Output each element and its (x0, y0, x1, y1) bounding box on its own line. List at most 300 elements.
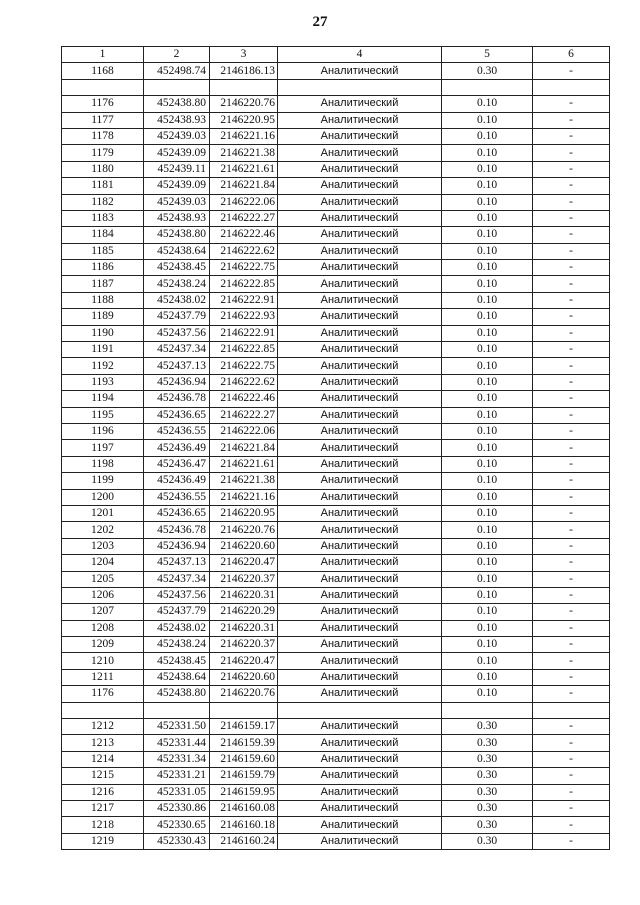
y-coordinate-cell: 2146186.13 (210, 63, 278, 79)
accuracy-cell: 0.30 (442, 768, 533, 784)
x-coordinate-cell: 452436.49 (144, 440, 210, 456)
table-row (62, 96, 610, 112)
table-row (62, 260, 610, 276)
table-row (62, 456, 610, 472)
note-cell: - (533, 178, 610, 194)
x-coordinate-cell: 452498.74 (144, 63, 210, 79)
x-coordinate-cell: 452437.79 (144, 309, 210, 325)
point-number-cell: 1214 (62, 751, 144, 767)
x-coordinate-cell: 452438.24 (144, 637, 210, 653)
accuracy-cell: 0.30 (442, 751, 533, 767)
table-row (62, 309, 610, 325)
accuracy-cell: 0.10 (442, 423, 533, 439)
accuracy-cell: 0.10 (442, 391, 533, 407)
x-coordinate-cell: 452438.02 (144, 620, 210, 636)
y-coordinate-cell: 2146159.17 (210, 719, 278, 735)
accuracy-cell: 0.10 (442, 522, 533, 538)
table-row (62, 178, 610, 194)
point-number-cell: 1205 (62, 571, 144, 587)
note-cell: - (533, 145, 610, 161)
table-row (62, 407, 610, 423)
table-row (62, 735, 610, 751)
method-cell: Аналитический (278, 489, 442, 505)
accuracy-cell: 0.10 (442, 456, 533, 472)
table-body (62, 63, 610, 850)
method-cell: Аналитический (278, 309, 442, 325)
x-coordinate-cell: 452437.34 (144, 342, 210, 358)
column-header: 2 (144, 47, 210, 63)
y-coordinate-cell: 2146221.38 (210, 145, 278, 161)
note-cell: - (533, 735, 610, 751)
note-cell: - (533, 669, 610, 685)
x-coordinate-cell: 452437.79 (144, 604, 210, 620)
point-number-cell: 1176 (62, 686, 144, 702)
accuracy-cell: 0.10 (442, 686, 533, 702)
x-coordinate-cell: 452438.93 (144, 112, 210, 128)
note-cell: - (533, 63, 610, 79)
y-coordinate-cell: 2146221.16 (210, 128, 278, 144)
accuracy-cell: 0.10 (442, 243, 533, 259)
note-cell: - (533, 309, 610, 325)
note-cell: - (533, 637, 610, 653)
note-cell: - (533, 276, 610, 292)
note-cell: - (533, 128, 610, 144)
point-number-cell: 1186 (62, 260, 144, 276)
table-row (62, 489, 610, 505)
point-number-cell (62, 702, 144, 718)
point-number-cell: 1202 (62, 522, 144, 538)
table-row (62, 686, 610, 702)
accuracy-cell: 0.10 (442, 571, 533, 587)
y-coordinate-cell: 2146221.61 (210, 161, 278, 177)
accuracy-cell: 0.10 (442, 292, 533, 308)
point-number-cell (62, 79, 144, 95)
point-number-cell: 1191 (62, 342, 144, 358)
point-number-cell: 1177 (62, 112, 144, 128)
table-row (62, 243, 610, 259)
method-cell: Аналитический (278, 423, 442, 439)
table-row (62, 128, 610, 144)
point-number-cell: 1215 (62, 768, 144, 784)
method-cell: Аналитический (278, 325, 442, 341)
x-coordinate-cell (144, 79, 210, 95)
coordinates-table (61, 46, 610, 850)
method-cell: Аналитический (278, 178, 442, 194)
point-number-cell: 1198 (62, 456, 144, 472)
x-coordinate-cell: 452436.47 (144, 456, 210, 472)
x-coordinate-cell: 452331.34 (144, 751, 210, 767)
accuracy-cell (442, 702, 533, 718)
table-row (62, 227, 610, 243)
note-cell: - (533, 653, 610, 669)
accuracy-cell: 0.30 (442, 719, 533, 735)
x-coordinate-cell: 452438.93 (144, 210, 210, 226)
method-cell: Аналитический (278, 522, 442, 538)
note-cell: - (533, 751, 610, 767)
table-row (62, 768, 610, 784)
note-cell: - (533, 817, 610, 833)
accuracy-cell: 0.30 (442, 784, 533, 800)
method-cell: Аналитический (278, 440, 442, 456)
point-number-cell: 1212 (62, 719, 144, 735)
x-coordinate-cell: 452438.64 (144, 243, 210, 259)
table-row (62, 194, 610, 210)
table-row (62, 342, 610, 358)
accuracy-cell: 0.10 (442, 555, 533, 571)
accuracy-cell: 0.10 (442, 325, 533, 341)
point-number-cell: 1217 (62, 800, 144, 816)
y-coordinate-cell: 2146220.60 (210, 669, 278, 685)
point-number-cell: 1207 (62, 604, 144, 620)
note-cell (533, 702, 610, 718)
accuracy-cell: 0.30 (442, 833, 533, 849)
x-coordinate-cell: 452331.21 (144, 768, 210, 784)
x-coordinate-cell: 452436.49 (144, 473, 210, 489)
method-cell: Аналитический (278, 817, 442, 833)
accuracy-cell: 0.10 (442, 653, 533, 669)
method-cell: Аналитический (278, 604, 442, 620)
point-number-cell: 1210 (62, 653, 144, 669)
column-header: 3 (210, 47, 278, 63)
y-coordinate-cell: 2146220.95 (210, 505, 278, 521)
accuracy-cell: 0.10 (442, 128, 533, 144)
y-coordinate-cell: 2146220.37 (210, 571, 278, 587)
x-coordinate-cell: 452436.65 (144, 407, 210, 423)
point-number-cell: 1208 (62, 620, 144, 636)
table-row (62, 391, 610, 407)
table-row (62, 374, 610, 390)
point-number-cell: 1185 (62, 243, 144, 259)
method-cell: Аналитический (278, 473, 442, 489)
x-coordinate-cell: 452438.45 (144, 653, 210, 669)
note-cell: - (533, 358, 610, 374)
table-row (62, 112, 610, 128)
method-cell: Аналитический (278, 260, 442, 276)
x-coordinate-cell: 452438.02 (144, 292, 210, 308)
note-cell: - (533, 489, 610, 505)
note-cell: - (533, 161, 610, 177)
note-cell: - (533, 227, 610, 243)
y-coordinate-cell: 2146220.47 (210, 555, 278, 571)
accuracy-cell: 0.10 (442, 210, 533, 226)
note-cell: - (533, 784, 610, 800)
table-row (62, 653, 610, 669)
x-coordinate-cell: 452330.86 (144, 800, 210, 816)
y-coordinate-cell: 2146221.38 (210, 473, 278, 489)
x-coordinate-cell: 452436.55 (144, 423, 210, 439)
x-coordinate-cell: 452438.24 (144, 276, 210, 292)
x-coordinate-cell: 452439.11 (144, 161, 210, 177)
note-cell: - (533, 96, 610, 112)
accuracy-cell: 0.30 (442, 817, 533, 833)
point-number-cell: 1219 (62, 833, 144, 849)
point-number-cell: 1203 (62, 538, 144, 554)
accuracy-cell: 0.10 (442, 161, 533, 177)
point-number-cell: 1184 (62, 227, 144, 243)
table-row (62, 276, 610, 292)
note-cell: - (533, 833, 610, 849)
x-coordinate-cell: 452437.34 (144, 571, 210, 587)
table-row (62, 620, 610, 636)
y-coordinate-cell (210, 79, 278, 95)
accuracy-cell: 0.10 (442, 358, 533, 374)
note-cell: - (533, 800, 610, 816)
point-number-cell: 1193 (62, 374, 144, 390)
method-cell: Аналитический (278, 571, 442, 587)
point-number-cell: 1178 (62, 128, 144, 144)
table-row (62, 145, 610, 161)
note-cell: - (533, 620, 610, 636)
x-coordinate-cell: 452331.50 (144, 719, 210, 735)
method-cell: Аналитический (278, 768, 442, 784)
note-cell: - (533, 423, 610, 439)
table-row (62, 587, 610, 603)
accuracy-cell: 0.10 (442, 309, 533, 325)
y-coordinate-cell: 2146221.16 (210, 489, 278, 505)
table-row (62, 292, 610, 308)
y-coordinate-cell: 2146220.31 (210, 587, 278, 603)
note-cell: - (533, 325, 610, 341)
point-number-cell: 1168 (62, 63, 144, 79)
point-number-cell: 1176 (62, 96, 144, 112)
y-coordinate-cell: 2146222.91 (210, 292, 278, 308)
method-cell: Аналитический (278, 112, 442, 128)
method-cell: Аналитический (278, 800, 442, 816)
accuracy-cell: 0.10 (442, 260, 533, 276)
point-number-cell: 1211 (62, 669, 144, 685)
y-coordinate-cell: 2146160.18 (210, 817, 278, 833)
y-coordinate-cell: 2146220.37 (210, 637, 278, 653)
y-coordinate-cell: 2146159.95 (210, 784, 278, 800)
table-row (62, 751, 610, 767)
y-coordinate-cell: 2146159.79 (210, 768, 278, 784)
note-cell: - (533, 768, 610, 784)
point-number-cell: 1194 (62, 391, 144, 407)
y-coordinate-cell: 2146220.76 (210, 522, 278, 538)
note-cell: - (533, 719, 610, 735)
method-cell: Аналитический (278, 456, 442, 472)
page-number: 27 (312, 14, 328, 30)
accuracy-cell: 0.10 (442, 473, 533, 489)
y-coordinate-cell: 2146222.93 (210, 309, 278, 325)
table-row (62, 522, 610, 538)
x-coordinate-cell: 452436.65 (144, 505, 210, 521)
point-number-cell: 1196 (62, 423, 144, 439)
x-coordinate-cell: 452437.56 (144, 587, 210, 603)
y-coordinate-cell: 2146222.85 (210, 342, 278, 358)
accuracy-cell: 0.10 (442, 407, 533, 423)
y-coordinate-cell: 2146220.60 (210, 538, 278, 554)
table-row (62, 210, 610, 226)
table-row (62, 669, 610, 685)
method-cell: Аналитический (278, 145, 442, 161)
method-cell: Аналитический (278, 342, 442, 358)
x-coordinate-cell: 452331.05 (144, 784, 210, 800)
accuracy-cell: 0.10 (442, 637, 533, 653)
y-coordinate-cell: 2146220.29 (210, 604, 278, 620)
x-coordinate-cell (144, 702, 210, 718)
accuracy-cell: 0.10 (442, 227, 533, 243)
accuracy-cell: 0.10 (442, 489, 533, 505)
accuracy-cell: 0.10 (442, 620, 533, 636)
note-cell: - (533, 604, 610, 620)
method-cell (278, 702, 442, 718)
note-cell: - (533, 686, 610, 702)
y-coordinate-cell: 2146221.84 (210, 178, 278, 194)
point-number-cell: 1218 (62, 817, 144, 833)
method-cell: Аналитический (278, 407, 442, 423)
x-coordinate-cell: 452436.94 (144, 538, 210, 554)
x-coordinate-cell: 452437.56 (144, 325, 210, 341)
y-coordinate-cell: 2146159.60 (210, 751, 278, 767)
y-coordinate-cell: 2146160.08 (210, 800, 278, 816)
method-cell: Аналитический (278, 243, 442, 259)
point-number-cell: 1187 (62, 276, 144, 292)
method-cell: Аналитический (278, 587, 442, 603)
table-row (62, 325, 610, 341)
y-coordinate-cell (210, 702, 278, 718)
y-coordinate-cell: 2146160.24 (210, 833, 278, 849)
y-coordinate-cell: 2146222.46 (210, 391, 278, 407)
accuracy-cell: 0.30 (442, 63, 533, 79)
table-row (62, 817, 610, 833)
y-coordinate-cell: 2146222.46 (210, 227, 278, 243)
point-number-cell: 1195 (62, 407, 144, 423)
method-cell: Аналитический (278, 653, 442, 669)
column-header: 4 (278, 47, 442, 63)
x-coordinate-cell: 452436.78 (144, 522, 210, 538)
accuracy-cell: 0.10 (442, 538, 533, 554)
note-cell: - (533, 194, 610, 210)
y-coordinate-cell: 2146222.27 (210, 210, 278, 226)
method-cell: Аналитический (278, 161, 442, 177)
point-number-cell: 1183 (62, 210, 144, 226)
note-cell (533, 79, 610, 95)
table-row (62, 79, 610, 95)
y-coordinate-cell: 2146222.75 (210, 358, 278, 374)
point-number-cell: 1188 (62, 292, 144, 308)
point-number-cell: 1206 (62, 587, 144, 603)
table-row (62, 358, 610, 374)
point-number-cell: 1204 (62, 555, 144, 571)
x-coordinate-cell: 452437.13 (144, 358, 210, 374)
method-cell: Аналитический (278, 637, 442, 653)
table-header-row (62, 47, 610, 63)
method-cell: Аналитический (278, 669, 442, 685)
note-cell: - (533, 260, 610, 276)
note-cell: - (533, 440, 610, 456)
note-cell: - (533, 456, 610, 472)
x-coordinate-cell: 452438.64 (144, 669, 210, 685)
method-cell: Аналитический (278, 128, 442, 144)
accuracy-cell: 0.10 (442, 587, 533, 603)
table-row (62, 555, 610, 571)
note-cell: - (533, 342, 610, 358)
table-row (62, 63, 610, 79)
method-cell: Аналитический (278, 276, 442, 292)
accuracy-cell: 0.10 (442, 440, 533, 456)
accuracy-cell: 0.10 (442, 505, 533, 521)
accuracy-cell: 0.10 (442, 342, 533, 358)
table-row (62, 800, 610, 816)
y-coordinate-cell: 2146222.85 (210, 276, 278, 292)
accuracy-cell: 0.10 (442, 112, 533, 128)
note-cell: - (533, 505, 610, 521)
table-row (62, 473, 610, 489)
point-number-cell: 1189 (62, 309, 144, 325)
point-number-cell: 1180 (62, 161, 144, 177)
point-number-cell: 1209 (62, 637, 144, 653)
y-coordinate-cell: 2146222.91 (210, 325, 278, 341)
accuracy-cell: 0.30 (442, 735, 533, 751)
x-coordinate-cell: 452436.55 (144, 489, 210, 505)
method-cell: Аналитический (278, 538, 442, 554)
method-cell: Аналитический (278, 686, 442, 702)
method-cell: Аналитический (278, 719, 442, 735)
table-row (62, 423, 610, 439)
note-cell: - (533, 473, 610, 489)
accuracy-cell (442, 79, 533, 95)
accuracy-cell: 0.10 (442, 194, 533, 210)
x-coordinate-cell: 452436.78 (144, 391, 210, 407)
accuracy-cell: 0.10 (442, 669, 533, 685)
y-coordinate-cell: 2146221.84 (210, 440, 278, 456)
note-cell: - (533, 407, 610, 423)
method-cell: Аналитический (278, 227, 442, 243)
method-cell: Аналитический (278, 292, 442, 308)
note-cell: - (533, 522, 610, 538)
accuracy-cell: 0.30 (442, 800, 533, 816)
accuracy-cell: 0.10 (442, 145, 533, 161)
note-cell: - (533, 587, 610, 603)
method-cell: Аналитический (278, 63, 442, 79)
x-coordinate-cell: 452330.43 (144, 833, 210, 849)
accuracy-cell: 0.10 (442, 178, 533, 194)
point-number-cell: 1179 (62, 145, 144, 161)
note-cell: - (533, 374, 610, 390)
column-header: 1 (62, 47, 144, 63)
table-row (62, 161, 610, 177)
accuracy-cell: 0.10 (442, 276, 533, 292)
y-coordinate-cell: 2146159.39 (210, 735, 278, 751)
point-number-cell: 1192 (62, 358, 144, 374)
accuracy-cell: 0.10 (442, 374, 533, 390)
note-cell: - (533, 555, 610, 571)
x-coordinate-cell: 452439.03 (144, 128, 210, 144)
note-cell: - (533, 391, 610, 407)
point-number-cell: 1190 (62, 325, 144, 341)
column-header: 5 (442, 47, 533, 63)
point-number-cell: 1197 (62, 440, 144, 456)
y-coordinate-cell: 2146220.95 (210, 112, 278, 128)
point-number-cell: 1200 (62, 489, 144, 505)
note-cell: - (533, 292, 610, 308)
table-row (62, 719, 610, 735)
x-coordinate-cell: 452439.09 (144, 145, 210, 161)
table-row (62, 571, 610, 587)
method-cell (278, 79, 442, 95)
method-cell: Аналитический (278, 96, 442, 112)
method-cell: Аналитический (278, 358, 442, 374)
y-coordinate-cell: 2146222.75 (210, 260, 278, 276)
note-cell: - (533, 210, 610, 226)
method-cell: Аналитический (278, 391, 442, 407)
x-coordinate-cell: 452438.80 (144, 96, 210, 112)
method-cell: Аналитический (278, 735, 442, 751)
method-cell: Аналитический (278, 374, 442, 390)
accuracy-cell: 0.10 (442, 96, 533, 112)
note-cell: - (533, 571, 610, 587)
